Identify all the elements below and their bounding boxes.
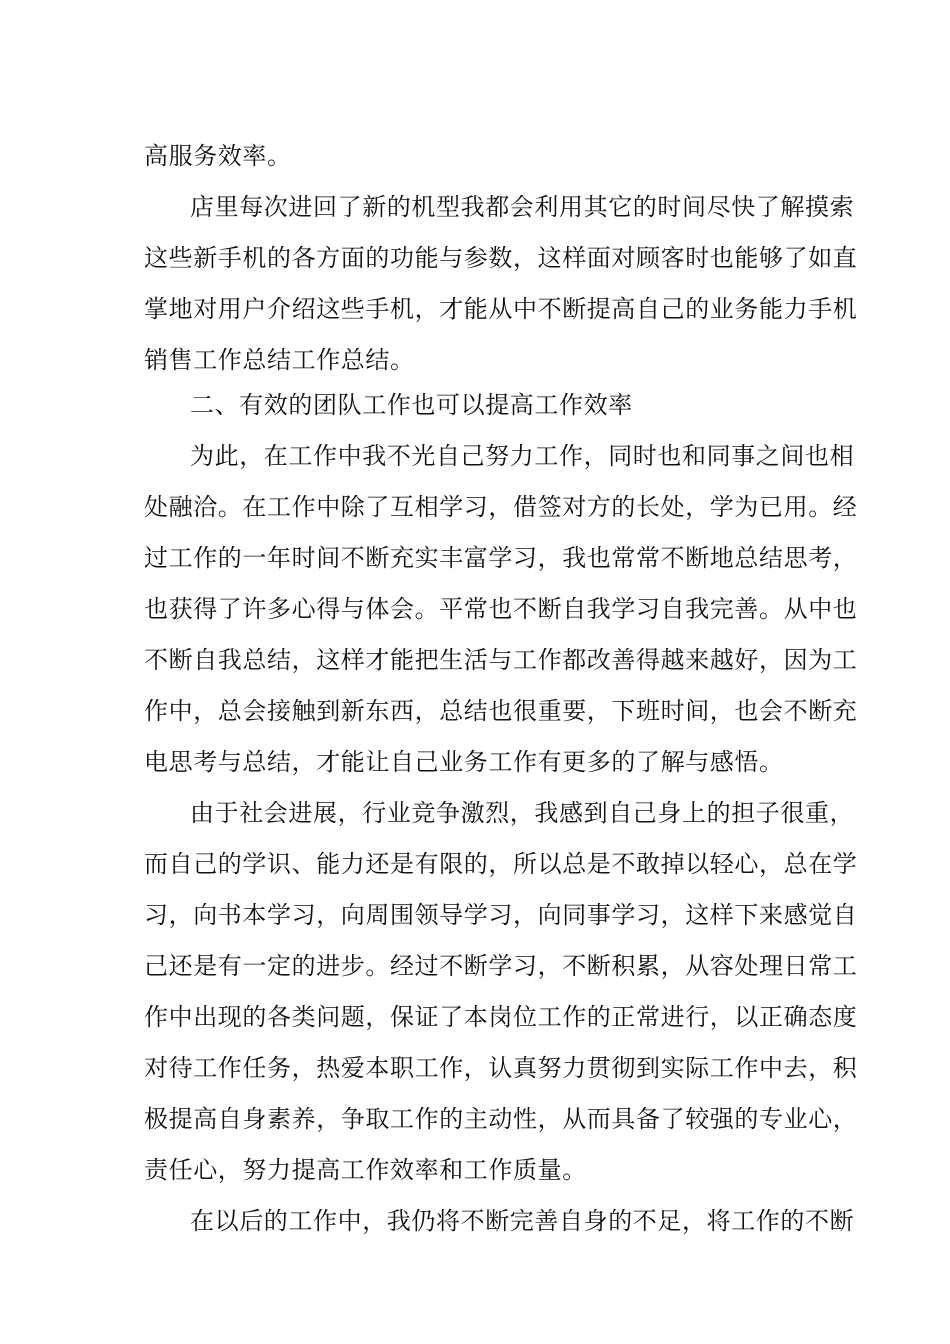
text-line: 也获得了许多心得与体会。平常也不断自我学习自我完善。从中也: [144, 595, 858, 623]
text-line: 在以后的工作中，我仍将不断完善自身的不足，将工作的不断: [190, 1207, 855, 1235]
text-line: 不断自我总结，这样才能把生活与工作都改善得越来越好，因为工: [144, 646, 858, 674]
text-line: 高服务效率。: [144, 142, 292, 170]
text-line: 销售工作总结工作总结。: [144, 346, 415, 374]
text-line: 作中出现的各类问题，保证了本岗位工作的正常进行，以正确态度: [144, 1003, 858, 1031]
text-line: 为此，在工作中我不光自己努力工作，同时也和同事之间也相: [190, 442, 855, 470]
text-line: 己还是有一定的进步。经过不断学习，不断积累，从容处理日常工: [144, 952, 858, 980]
text-line: 店里每次进回了新的机型我都会利用其它的时间尽快了解摸索: [190, 193, 855, 221]
section-heading: 二、有效的团队工作也可以提高工作效率: [190, 391, 633, 419]
text-line: 处融洽。在工作中除了互相学习，借签对方的长处，学为已用。经: [144, 493, 858, 521]
text-line: 掌地对用户介绍这些手机，才能从中不断提高自己的业务能力手机: [144, 295, 858, 323]
text-line: 由于社会进展，行业竞争激烈，我感到自己身上的担子很重，: [190, 799, 855, 827]
text-line: 习，向书本学习，向周围领导学习，向同事学习，这样下来感觉自: [144, 901, 858, 929]
text-line: 极提高自身素养，争取工作的主动性，从而具备了较强的专业心，: [144, 1105, 858, 1133]
text-line: 而自己的学识、能力还是有限的，所以总是不敢掉以轻心，总在学: [144, 850, 858, 878]
text-line: 责任心，努力提高工作效率和工作质量。: [144, 1156, 587, 1184]
text-line: 过工作的一年时间不断充实丰富学习，我也常常不断地总结思考，: [144, 544, 858, 572]
text-line: 作中，总会接触到新东西，总结也很重要，下班时间，也会不断充: [144, 697, 858, 725]
text-line: 电思考与总结，才能让自己业务工作有更多的了解与感悟。: [144, 748, 784, 776]
text-line: 对待工作任务，热爱本职工作，认真努力贯彻到实际工作中去，积: [144, 1054, 858, 1082]
text-line: 这些新手机的各方面的功能与参数，这样面对顾客时也能够了如直: [144, 244, 858, 272]
